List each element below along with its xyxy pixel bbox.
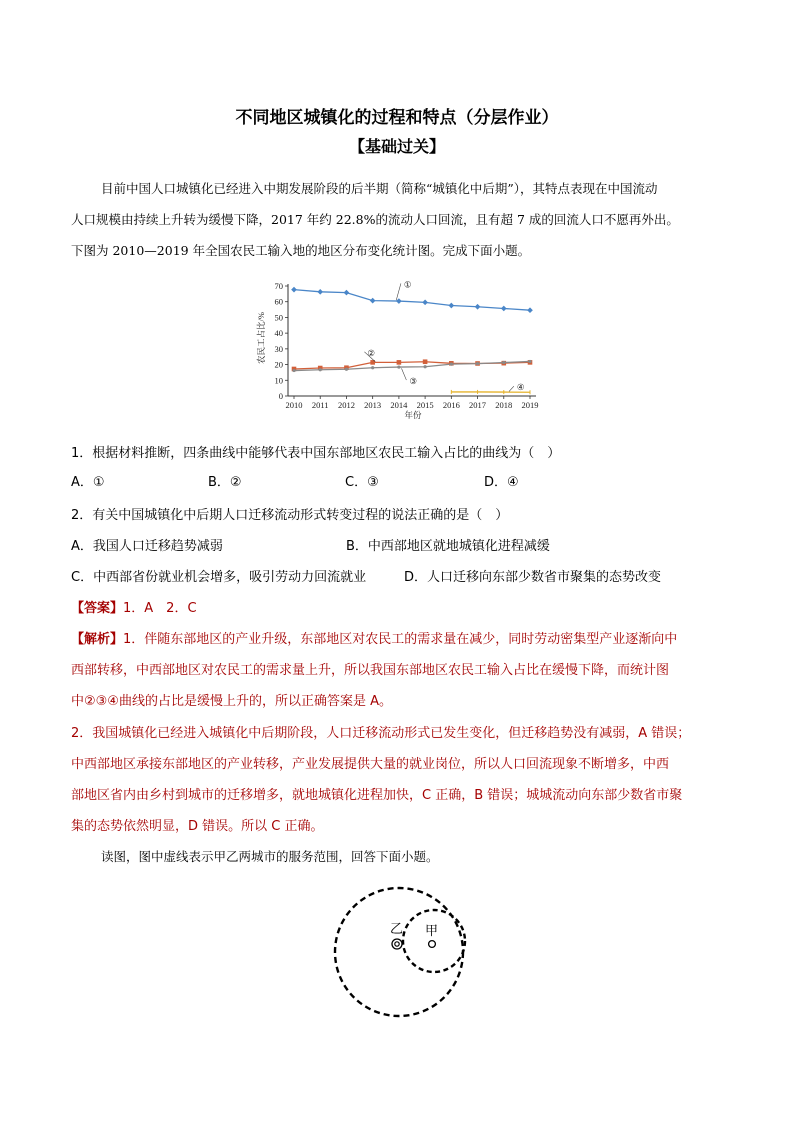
series-callout-line-1 (396, 283, 401, 300)
series-3-point (345, 368, 348, 371)
series-label-3: ③ (409, 376, 418, 387)
series-3-point (502, 361, 505, 364)
analysis-line-6: 部地区省内由乡村到城市的迁移增多，就地城镇化进程加快，C 正确，B 错误；城城流动向东部少数省市聚 (71, 788, 683, 803)
y-tick-label: 0 (278, 391, 283, 401)
analysis-text-1: 1．伴随东部地区的产业升级，东部地区对农民工的需求量在减少，同时劳动密集型产业逐渐向中 (123, 632, 678, 647)
x-tick-label: 2011 (311, 400, 329, 410)
q1-option-c[interactable]: C．③ (345, 475, 379, 490)
yi-city-symbol (392, 939, 402, 949)
intro-line-2: 人口规模由持续上升转为缓慢下降，2017 年约 22.8%的流动人口回流，且有超 7 成的回流人口不愿再外出。 (71, 212, 679, 227)
series-1-point (291, 287, 297, 293)
series-1-point (501, 306, 507, 312)
analysis-line-2: 西部转移，中西部地区对农民工的需求量上升，所以我国东部地区农民工输入占比在缓慢下降，而统计图 (71, 663, 670, 678)
q2-stem: 2．有关中国城镇化中后期人口迁移流动形式转变过程的说法正确的是（ ） (71, 508, 509, 523)
intro-line-1: 目前中国人口城镇化已经进入中期发展阶段的后半期（简称“城镇化中后期”），其特点表现在中国流动 (101, 181, 658, 196)
series-label-1: ① (403, 279, 412, 290)
x-tick-label: 2010 (285, 400, 303, 410)
series-callout-line-4 (509, 386, 514, 391)
series-1-point (527, 307, 533, 313)
y-tick-label: 30 (274, 343, 283, 354)
series-3-point (424, 365, 427, 368)
series-1-point (422, 300, 428, 306)
x-tick-label: 2013 (364, 400, 382, 410)
series-3-point (292, 369, 295, 372)
q1-option-b[interactable]: B．② (208, 475, 242, 490)
section-heading: 【基础过关】 (348, 137, 445, 156)
q1-option-d[interactable]: D．④ (484, 475, 519, 490)
series-1-point (449, 303, 455, 309)
x-tick-label: 2019 (521, 400, 539, 410)
service-range-diagram (320, 873, 480, 1033)
y-axis-label: 农民工占比/% (256, 312, 266, 364)
chart-axes (275, 281, 539, 410)
analysis-line-3: 中②③④曲线的占比是缓慢上升的，所以正确答案是 A。 (71, 694, 392, 709)
chart-series-labels (364, 279, 524, 392)
y-tick-label: 20 (274, 359, 283, 370)
x-tick-label: 2012 (337, 400, 355, 410)
series-3-point (319, 368, 322, 371)
series-1-point (344, 290, 350, 296)
q2-option-d[interactable]: D．人口迁移向东部少数省市聚集的态势改变 (404, 570, 662, 585)
x-tick-label: 2015 (416, 400, 434, 410)
series-1-point (317, 289, 323, 295)
analysis-tag: 【解析】 (71, 632, 124, 647)
series-3-point (450, 363, 453, 366)
analysis-line-4: 2．我国城镇化已经进入城镇化中后期阶段，人口迁移流动形式已发生变化，但迁移趋势没有减弱，A 错误； (71, 726, 691, 741)
label-yi: 乙 (390, 922, 404, 937)
line-chart (250, 272, 550, 420)
series-1-point (396, 298, 402, 304)
series-3-point (397, 365, 400, 368)
answer-tag: 【答案】 (71, 601, 124, 616)
series-line-1 (294, 290, 530, 311)
analysis-line-5: 中西部地区承接东部地区的产业转移，产业发展提供大量的就业岗位，所以人口回流现象不断增多，中西 (71, 757, 670, 772)
y-tick-label: 10 (274, 375, 283, 386)
series-line-3 (294, 361, 530, 370)
y-tick-label: 60 (274, 296, 283, 307)
series-1-point (370, 298, 376, 304)
series-3-point (476, 362, 479, 365)
series-2-point (423, 359, 428, 364)
q2-option-a[interactable]: A．我国人口迁移趋势减弱 (71, 539, 223, 554)
x-tick-label: 2016 (442, 400, 460, 410)
label-jia: 甲 (425, 924, 439, 939)
analysis-line-1 (71, 628, 677, 647)
series-label-4: ④ (516, 382, 525, 393)
series-3-point (371, 366, 374, 369)
series-1-point (475, 304, 481, 310)
series-callout-line-3 (402, 368, 407, 380)
x-tick-label: 2014 (390, 400, 408, 410)
analysis-line-7: 集的态势依然明显，D 错误。所以 C 正确。 (71, 819, 324, 834)
x-tick-label: 2017 (469, 400, 487, 410)
series-3-point (528, 360, 531, 363)
page-title: 不同地区城镇化的过程和特点（分层作业） (235, 108, 559, 128)
y-tick-label: 50 (274, 312, 283, 323)
answer-line (71, 597, 197, 616)
q1-option-a[interactable]: A．① (71, 475, 105, 490)
q1-stem: 1．根据材料推断，四条曲线中能够代表中国东部地区农民工输入占比的曲线为（ ） (71, 446, 561, 461)
series-2-point (397, 360, 402, 365)
x-axis-label: 年份 (404, 410, 422, 420)
yi-service-range-circle (335, 888, 463, 1016)
q2-option-b[interactable]: B．中西部地区就地城镇化进程减缓 (346, 539, 550, 554)
series-label-2: ② (367, 347, 376, 358)
y-tick-label: 40 (274, 328, 283, 339)
x-tick-label: 2018 (495, 400, 513, 410)
answer-text: 1．A 2．C (123, 601, 197, 616)
y-tick-label: 70 (274, 281, 283, 291)
jia-city-symbol (429, 941, 436, 948)
q2-option-c[interactable]: C．中西部省份就业机会增多，吸引劳动力回流就业 (71, 570, 367, 585)
intro-line-3: 下图为 2010—2019 年全国农民工输入地的地区分布变化统计图。完成下面小题。 (71, 243, 531, 258)
figure2-instruction: 读图，图中虚线表示甲乙两城市的服务范围，回答下面小题。 (101, 849, 439, 864)
